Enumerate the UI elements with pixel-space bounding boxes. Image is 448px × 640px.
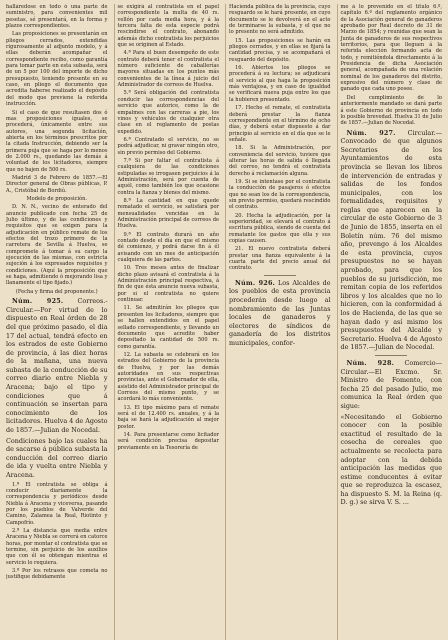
- paragraph: 18. Si la Administración, por conveniencia del servicio, tuviere que alterar las horas de salida ó llegada del correo, no tendrá el contratista derecho á reclamación alguna.: [229, 145, 331, 177]
- article-paragraph: Núm. 925. Correos.-Circular.—Por virtud de lo dispuesto en Real órden de 28 del que próximo pasado, el dia 17 del actual, tendrá efecto en los estrados de este Gobierno de provincia, á las diez horas de la mañana, una nueva subasta de la conducción de su correo diario entre Niebla y Aracena; bajo el tipo y condiciones que á continuación se insertan para conocimiento de los licitadores. Huelva 4 de Agosto de 1857.—Julian de Nocedal.: [6, 297, 108, 435]
- paragraph: 20. Hecha la adjudicación, por la superioridad, se elevará el contrato á escritura pública, siendo de cuenta del rematante los gastos que ella y sus copias causen.: [229, 212, 331, 245]
- divider: [264, 275, 296, 276]
- paragraph: D. N. N., vecino de enterado del anuncio publicado con fecha 25 de Julio último, y de las condiciones y requisitos que se exigen para la adjudicación en público remate de los efectos del trozo primero de la carretera de Sevilla á Huelva, se compromete á tomar á su cargo la ejecución de las mismas, con estricta sujeción á los expresados requisitos y condiciones. (Aquí la proposición que se haga, admitiendo ó mejorando lisa y llanamente el tipo fijado.): [6, 204, 108, 287]
- paragraph: 21. El nuevo contratista deberá prestar una fianza equivalente á la cuarta parte del precio anual del contrato.: [229, 246, 331, 272]
- article-paragraph: Condiciones bajo las cuales ha de sacarse á pública subasta la conducción del correo diario de ida y vuelta entre Niebla y Aracena.: [6, 436, 108, 479]
- paragraph: 14. Para presentarse como licitador será condición precisa depositar previamente en la Tesorería de: [117, 432, 219, 451]
- paragraph: 9.ª El contrato durará un año contado desde el día en que el mismo dé comienzo, y podrá darse fin á él avisando con un mes de anticipación cualquiera de las partes.: [117, 231, 219, 264]
- paragraph: 3.ª Por los retrasos que cometa no justifique debidamente: [6, 568, 108, 581]
- paragraph: 12. La subasta se celebrará en los estrados del Gobierno de la provincia de Huelva, y por las demás autoridades en sus respectivas provincias, ante el Gobernador de ella, asistido del Administrador principal de Correos del mismo punto, y se acordará lo más conveniente.: [117, 351, 219, 403]
- paragraph: Las proposiciones se presentarán en pliegos cerrados, extendidas rigurosamente al adjunto modelo, y á ellas deberán acompañar el correspondiente recibo, como garantía para tomar parte en esta subasta, será de un 5 por 100 del importe de dicho presupuesto, teniendo presente en su caso, en pliego el documento que acredita haberse realizado el depósito del modo que previene la referida instrucción.: [6, 31, 108, 108]
- column-1: [6, 4, 108, 640]
- paragraph: 5.ª Será obligación del contratista conducir las correspondencias del servicio que autorice, como la de empalmes con las carreras a pie, los vinos y vehículos de cualquier otra clase en el reglamento de postas expedido.: [117, 90, 219, 135]
- paragraph: 1.ª El contratista se obliga á conducir diariamente la correspondencia y periódicos desde Niebla á Aracena y viceversa, pasando por los pueblos de Valverde del Camino, Zalamea la Real, Riotinto y Campofrío.: [6, 481, 108, 526]
- paragraph: 10. Tres meses antes de finalizar dicho plazo avisará el contratista á la Administración principal respectiva, á fin de que ésta anuncie nueva subasta, por si el contratista no quiere continuar.: [117, 265, 219, 304]
- article-number: Núm. 927.: [346, 128, 396, 137]
- paragraph: 7.ª Si por faltar el contratista á cualquiera de las condiciones estipuladas se irrogasen perjuicios á la Administración, será por cuenta de aquél, como también los que ocasione contra la fianza y bienes del mismo.: [117, 157, 219, 196]
- paragraph: 6.ª Contratado el servicio, no se podrá adjudicar, ni gravar ningún otro, sin previo permiso del Gobierno.: [117, 136, 219, 156]
- paragraph: Si el caso de que resultasen dos ó mas proposiciones iguales, se procederá, únicamente entre sus autores, una segunda licitación, abierta en los términos prescritos por la citada Instrucción, debiendo ser la primera puja que se haga por lo menos de 2.000 rs., quedando las demás á voluntad de los licitadores, siempre que no bajen de 500 rs.: [6, 109, 108, 173]
- article-number: Núm. 928.: [346, 358, 395, 367]
- paragraph: Madrid 3 de Febrero de 1857.—El Director general de Obras públicas, P. A., Cristóbal de Bordiú.: [6, 174, 108, 194]
- column-2: [114, 4, 220, 640]
- paragraph: 8.ª La cantidad en que quede rematado el servicio, se satisfará por mensualidades vencidas en la Administración principal de correos de Huelva.: [117, 197, 219, 230]
- column-3: [225, 4, 331, 640]
- paragraph: Hacienda pública de la provincia, cuyo resguardo se le hará presente, en cuyo documento se le devolverá en el acto de terminarse la subasta, y el que no lo presente no será admitido.: [229, 4, 331, 36]
- paragraph: Del cumplimiento de lo anteriormente mandado se dará parte á este Gobierno de provincia en todo lo posible brevedad. Huelva 31 de Julio de 1857.—Julian de Nocedal.: [340, 94, 442, 127]
- paragraph: 15. Las proposiciones se harán en pliegos cerrados, y en ellas se fijará la cantidad precisa, y se acompañará el resguardo del depósito.: [229, 37, 331, 63]
- article-paragraph: Núm. 927. Circular.—Convocado de que algunos Secretarios de los Ayuntamientos de esta provincia se llevan los libros de intervención de entradas y salidas de los fondos municipales, con los formalidades, requisitos y reglas que aparecen en la circular de este Gobierno de 3 de Junio de 1855, inserta en el Boletín núm. 76 del mismo año, prevengo á los Alcaldes de esta provincia, cuyos presupuestos no se hayan aprobado, para que los pueblos de su jurisdicción, me remitan copia de los referidos libros y los alcaldes que no lo hicieren, con la conformidad á los de Hacienda, de las que se hayan dado y así mismo los presupuestos del Alcalde y Secretario. Huelva 4 de Agosto de 1857.—Julian de Nocedal.: [340, 128, 442, 352]
- paragraph: halláredose en todo ó una parte de suministro, para convenientes mil pesetas, sé presentará, en la forma y plazos correspondientes.: [6, 4, 108, 30]
- paragraph: 11. Se admitirán los pliegos que presenten los licitadores, siempre que se hallen extendidos en el papel sellado correspondiente, y llevando un documento que acredite haber depositado la cantidad de 500 rs. como garantía.: [117, 305, 219, 350]
- paragraph: 17. Hecho el remate, el contratista deberá prestar la fianza correspondiente en el término de ocho días, y deberá estar dispuesto á dar principio al servicio en el día que se le señale.: [229, 105, 331, 143]
- paragraph: 13. El tipo máximo para el remate será el de 12.400 rs. anuales, y á la baja se hará la adjudicación al mejor postor.: [117, 404, 219, 430]
- divider: [375, 355, 407, 356]
- paragraph: Modelo de proposición.: [26, 195, 88, 202]
- paragraph: 2.ª La distancia que media entre Aracena y Niebla se correrá en catorce horas, por montar el contratista que se termine, sin perjuicio de los auxilios que con él se obtengan mientras el servicio lo requiera.: [6, 528, 108, 566]
- column-4: [337, 4, 443, 640]
- paragraph: 19. Si se intentase por el contratista la conducción de pasajeros ó efectos que no sean los de la correspondencia, sin previo permiso, quedará rescindido el contrato.: [229, 178, 331, 211]
- article-paragraph: Núm. 928. Comercio—Circular.—El Excmo. Sr. Ministro de Fomento, con fecha 25 del pasado Julio, me comunica la Real órden que sigue:: [340, 358, 442, 410]
- paragraph: 16. Abiertos los pliegos se procederá á su lectura; se adjudicará el servicio al que haga la proposición más ventajosa, y en caso de igualdad se verificará nueva puja entre los que la hubieren presentado.: [229, 65, 331, 103]
- paragraph: (Fecha y firma del proponente.): [15, 288, 98, 295]
- article-paragraph: Núm. 926. Los Alcaldes de los pueblos de esta provincia procederán desde luego al nombramiento de las Juntas locales de ganaderos y electores de síndicos de ganadería de los distritos municipales, confor-: [229, 278, 331, 347]
- paragraph: se exigirá al contratista en el papel correspondiente la multa de 40 rs. vellón por cada media hora, y á la tercera falta de esta especie podrá rescindirse el contrato, abonando además dicho contratista los perjuicios que se originen al Estado.: [117, 4, 219, 49]
- article-number: Núm. 925.: [12, 297, 64, 306]
- paragraph: 4.ª Para el buen desempeño de este contrato deberá tener el contratista el número suficiente de caballerías mayores situadas en los puntos más convenientes de la línea á juicio del Administrador de correos de Huelva.: [117, 50, 219, 89]
- paragraph: me á lo prevenido en el título 6.º, capítulo 6.º del reglamento orgánico de la Asociación general de ganaderos aprobado por Real decreto de 31 de Marzo de 1854; y reunidas que sean la Junta de ganaderos de sus respectivos territorios, para que lleguen á la referida elección formando acta de todo, y remitiéndola directamente á la Presidencia de dicha Asociación general, acompañada de una relación nominal de los ganaderos del distrito, expresivo del número y clase de ganado que cada uno posee.: [340, 4, 442, 93]
- article-paragraph: «Necesitando el Gobierno conocer con la posible exactitud el resultado de la cosecha de cereales que actualmente se recolecta para adoptar con la debida anticipación las medidas que estime conducentes á evitar que se reproduzca la escasez, ha dispuesto S. M. la Reina (q. D. g.) se sirva V. S. ...: [340, 412, 442, 507]
- article-number: Núm. 926.: [235, 278, 276, 287]
